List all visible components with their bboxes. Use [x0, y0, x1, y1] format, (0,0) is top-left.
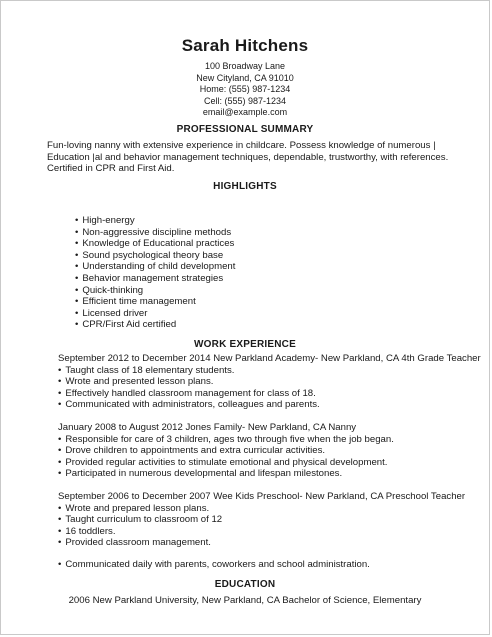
home-phone: Home: (555) 987-1234 [199, 84, 291, 95]
list-item: • Wrote and presented lesson plans. [58, 376, 490, 388]
list-item: • Drove children to appointments and extra curricular activities. [58, 445, 490, 457]
list-item: • Participated in numerous developmental and lifespan milestones. [58, 468, 490, 480]
address-line: 100 Broadway Lane [204, 61, 286, 71]
job-duties [58, 503, 490, 549]
list-item: • Effectively handled classroom management for class of 18. [58, 388, 490, 400]
list-item: • Quick-thinking [75, 285, 235, 297]
contact-block [1, 61, 489, 119]
job-entry [58, 491, 490, 549]
list-item: • Communicated daily with parents, coworkers and school administration. [58, 559, 490, 571]
education-heading: EDUCATION [214, 579, 276, 590]
summary-heading: PROFESSIONAL SUMMARY [176, 124, 314, 135]
list-item: • Behavior management strategies [75, 273, 235, 285]
list-item: • Understanding of child development [75, 261, 235, 273]
list-item: • Wrote and prepared lesson plans. [58, 503, 490, 515]
job-heading: September 2006 to December 2007 Wee Kids Preschool- New Parkland, CA Preschool Teacher [58, 491, 466, 502]
list-item: • High-energy [75, 215, 235, 227]
list-item: • Provided regular activities to stimulate emotional and physical development. [58, 457, 490, 469]
job-entry [58, 353, 490, 411]
highlights-heading: HIGHLIGHTS [213, 181, 277, 192]
job-heading: September 2012 to December 2014 New Parkland Academy- New Parkland, CA 4th Grade Teacher [58, 353, 481, 364]
list-item: • Licensed driver [75, 308, 235, 320]
experience-heading: WORK EXPERIENCE [194, 339, 296, 350]
candidate-name: Sarah Hitchens [181, 36, 309, 55]
job-duties [58, 434, 490, 480]
list-item: • Knowledge of Educational practices [75, 238, 235, 250]
list-item: • Provided classroom management. [58, 537, 490, 549]
job-heading: January 2008 to August 2012 Jones Family- New Parkland, CA Nanny [58, 422, 357, 433]
highlights-list [75, 215, 235, 331]
job-entry-extra [58, 559, 490, 571]
list-item: • Efficient time management [75, 296, 235, 308]
list-item: • 16 toddlers. [58, 526, 490, 538]
list-item: • Taught curriculum to classroom of 12 [58, 514, 490, 526]
cell-phone: Cell: (555) 987-1234 [203, 95, 287, 106]
list-item: • Sound psychological theory base [75, 250, 235, 262]
list-item: • CPR/First Aid certified [75, 319, 235, 331]
job-entry [58, 422, 490, 480]
job-duties [58, 365, 490, 411]
summary-text: Fun-loving nanny with extensive experience in childcare. Possess knowledge of numerous | Education |al and behavior management techniques, dependable, trustworthy, with references. Certified in CPR and First Aid. [47, 140, 449, 175]
city-line: New Cityland, CA 91010 [196, 72, 294, 83]
job-duties [58, 559, 490, 571]
list-item: • Communicated with administrators, colleagues and parents. [58, 399, 490, 411]
list-item: • Responsible for care of 3 children, ages two through five when the job began. [58, 434, 490, 446]
email-address: email@example.com [202, 107, 288, 118]
education-entry: 2006 New Parkland University, New Parkland, CA Bachelor of Science, Elementary [68, 595, 422, 606]
list-item: • Taught class of 18 elementary students. [58, 365, 490, 377]
list-item: • Non-aggressive discipline methods [75, 227, 235, 239]
